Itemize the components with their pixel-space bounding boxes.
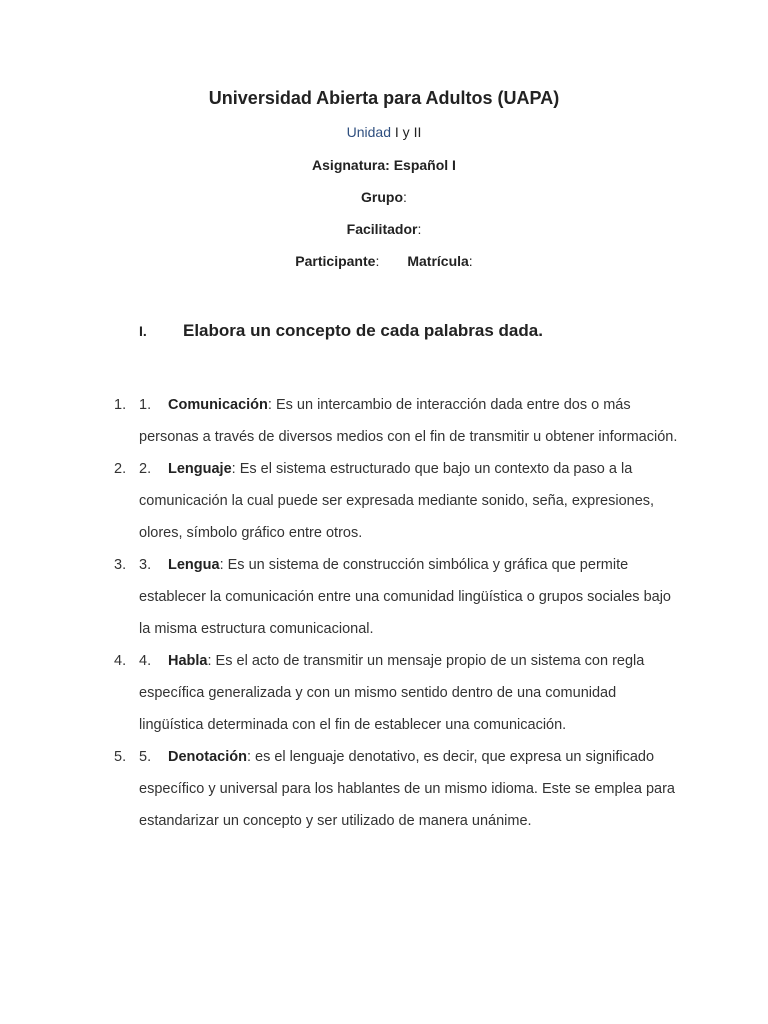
list-item [0, 741, 768, 837]
document-title: Universidad Abierta para Adultos (UAPA) [208, 88, 560, 108]
list-item [0, 549, 768, 645]
asignatura-line: Asignatura: Español I [312, 157, 456, 173]
list-item-text [139, 453, 679, 549]
definitions-list [0, 389, 768, 837]
definition: : Es el acto de transmitir un mensaje propio de un sistema con regla específica generalizada y con un mismo sentido dentro de una comunidad lingüística determinada con el fin de establecer una comunicación. [139, 653, 645, 733]
list-item-number: 4. [114, 653, 127, 669]
definition: : Es un sistema de construcción simbólica y gráfica que permite establecer la comunicación entre una comunidad lingüística o grupos sociales bajo la misma estructura comunicacional. [139, 557, 671, 637]
section-roman-numeral: I. [139, 323, 147, 339]
list-item [0, 389, 768, 453]
facilitador-label: Facilitador [346, 221, 418, 237]
facilitador-colon: : [417, 221, 422, 237]
list-item-text [139, 389, 679, 453]
list-item-number: 3. [114, 557, 127, 573]
section-heading [139, 320, 543, 342]
participante-colon: : [375, 253, 380, 269]
term: Habla [168, 653, 208, 669]
term: Comunicación [168, 397, 268, 413]
definition: : es el lenguaje denotativo, es decir, que expresa un significado específico y universal para los hablantes de un mismo idioma. Este se emplea para estandarizar un concepto y ser utilizado de manera unánime. [139, 749, 675, 829]
list-item-text [139, 549, 679, 645]
term: Lenguaje [168, 461, 232, 477]
unidad-word: Unidad [346, 124, 392, 140]
list-item-number: 2. [114, 461, 127, 477]
matricula-colon: : [468, 253, 473, 269]
inner-number: 3. [139, 557, 152, 573]
grupo-colon: : [403, 189, 407, 205]
grupo-line [0, 188, 768, 206]
list-item-number: 5. [114, 749, 127, 765]
participante-label: Participante [295, 253, 376, 269]
inner-number: 1. [139, 397, 152, 413]
inner-number: 5. [139, 749, 152, 765]
participante-matricula-line [0, 252, 768, 270]
unidad-rest: I y II [391, 124, 422, 140]
inner-number: 2. [139, 461, 152, 477]
definition: : Es el sistema estructurado que bajo un contexto da paso a la comunicación la cual puede ser expresada mediante sonido, seña, expresiones, olores, símbolo gráfico entre otros. [139, 461, 655, 541]
list-item-text [139, 645, 679, 741]
term: Lengua [168, 557, 220, 573]
term: Denotación [168, 749, 247, 765]
inner-number: 4. [139, 653, 152, 669]
list-item [0, 453, 768, 549]
unidad-line [0, 123, 768, 141]
facilitador-line [0, 220, 768, 238]
list-item-number: 1. [114, 397, 127, 413]
section-heading-text: Elabora un concepto de cada palabras dada. [183, 321, 543, 340]
list-item [0, 645, 768, 741]
definition: : Es un intercambio de interacción dada entre dos o más personas a través de diversos medios con el fin de transmitir u obtener información. [139, 397, 678, 445]
list-item-text [139, 741, 679, 837]
matricula-label: Matrícula [407, 253, 469, 269]
grupo-label: Grupo [361, 189, 404, 205]
